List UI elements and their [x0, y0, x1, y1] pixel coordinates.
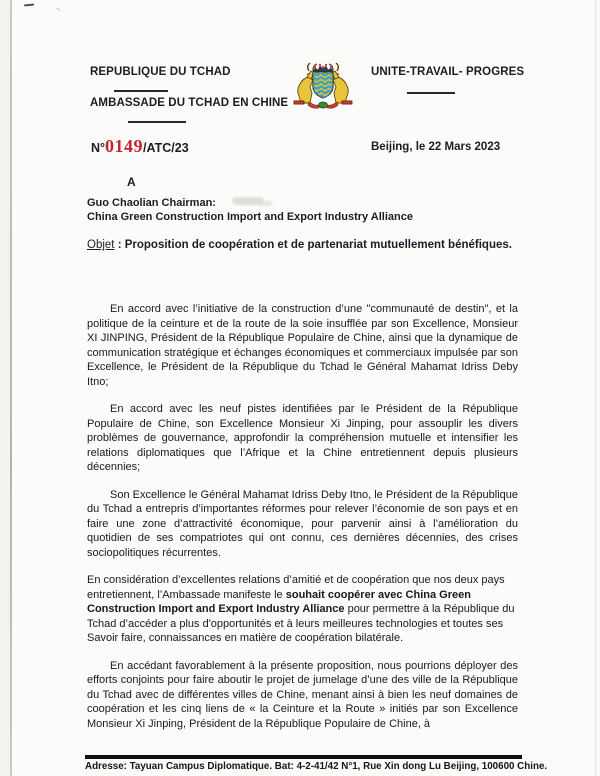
scan-right-edge-line — [595, 0, 596, 776]
scan-smudge — [258, 201, 272, 206]
paragraph-4 — [87, 573, 518, 646]
footer-address: Adresse: Tayuan Campus Diplomatique. Bat: 4-2-41/42 N°1, Rue Xin dong Lu Beijing, 100600 Chine. — [85, 761, 548, 772]
republic-title: REPUBLIQUE DU TCHAD — [90, 66, 231, 78]
date-line: Beijing, le 22 Mars 2023 — [371, 141, 501, 153]
footer-divider — [85, 755, 522, 759]
subject-line — [87, 238, 523, 253]
letter-body — [87, 302, 518, 754]
paragraph-4-bold: souhait coopérer avec China Green Construction Import and Export Industry Alliance — [87, 588, 471, 615]
subject-label: Objet — [87, 239, 115, 251]
reference-prefix: N° — [91, 141, 106, 155]
divider — [407, 92, 455, 94]
addressee-organization: China Green Construction Import and Export Industry Alliance — [87, 211, 413, 223]
national-motto: UNITE-TRAVAIL- PROGRES — [371, 66, 525, 78]
paragraph-4-post: pour permettre à la République du Tchad d’accéder a plus d'opportunités et à leurs meilleures technologies et toutes ses Savoir faire, connaissances en matière de coopération bilatérale. — [87, 603, 515, 644]
scan-edge-line — [10, 0, 12, 776]
paragraph-4-pre: En considération d’excellentes relations d’amitié et de coopération que nos deux pays entretiennent, l’Ambassade manifeste le — [87, 574, 505, 601]
reference-suffix: /ATC/23 — [143, 141, 189, 155]
reference-number — [91, 136, 189, 157]
paragraph-1: En accord avec l’initiative de la construction d’une "communauté de destin", et la politique de la ceinture et de la route de la soie insufflée par son Excellence, Monsieur XI JINPING, Président de la République Populaire de Chine, ainsi que la dynamique de communication stratégique et échanges économiques et commerciaux impulsée par son Excellence, le Président de la République du Tchad le Général Mahamat Idriss Deby Itno; — [87, 303, 518, 388]
embassy-title: AMBASSADE DU TCHAD EN CHINE — [90, 97, 289, 109]
reference-digits: 0149 — [105, 136, 144, 156]
addressee-name: Guo Chaolian Chairman: — [87, 197, 216, 209]
paragraph-5: En accédant favorablement à la présente proposition, nous pourrions déployer des efforts conjoints pour faire aboutir le projet de jumelage d’une des ville de la République du Tchad avec de différentes villes de Chine, menant ainsi à bien les neuf domaines de coopération et les cinq liens de « la Ceinture et la Route » initiés par son Excellence Monsieur Xi Jinping, Président de la République Populaire de Chine, à — [87, 659, 518, 730]
pen-mark — [24, 4, 34, 7]
subject-separator: : — [114, 239, 125, 251]
paragraph-2: En accord avec les neuf pistes identifiées par le Président de la République Populaire de Chine, son Excellence Monsieur Xi Jinping, pour assouplir les divers problèmes de gouvernance, approfondir la compréhension mutuelle et intensifier les relations diplomatiques que l’Afrique et la Chine entretiennent depuis plusieurs décennies; — [87, 403, 518, 473]
divider — [114, 90, 168, 92]
divider — [128, 121, 186, 123]
pen-mark — [53, 7, 61, 14]
chad-coat-of-arms-icon — [287, 61, 359, 111]
subject-text: Proposition de coopération et de partenariat mutuellement bénéfiques. — [124, 239, 512, 251]
scan-left-margin — [0, 0, 10, 776]
addressee-to-label: A — [127, 175, 136, 189]
paragraph-3: Son Excellence le Général Mahamat Idriss Deby Itno, le Président de la République du Tchad a entrepris d’importantes réformes pour relever l’économie de son pays et en faire une zone d’attractivité économique, pour parvenir ainsi à l’amélioration du quotidien de ses compatriotes qui ont connu, ces dernières décennies, des crises sociopolitiques récurrentes. — [87, 488, 518, 559]
